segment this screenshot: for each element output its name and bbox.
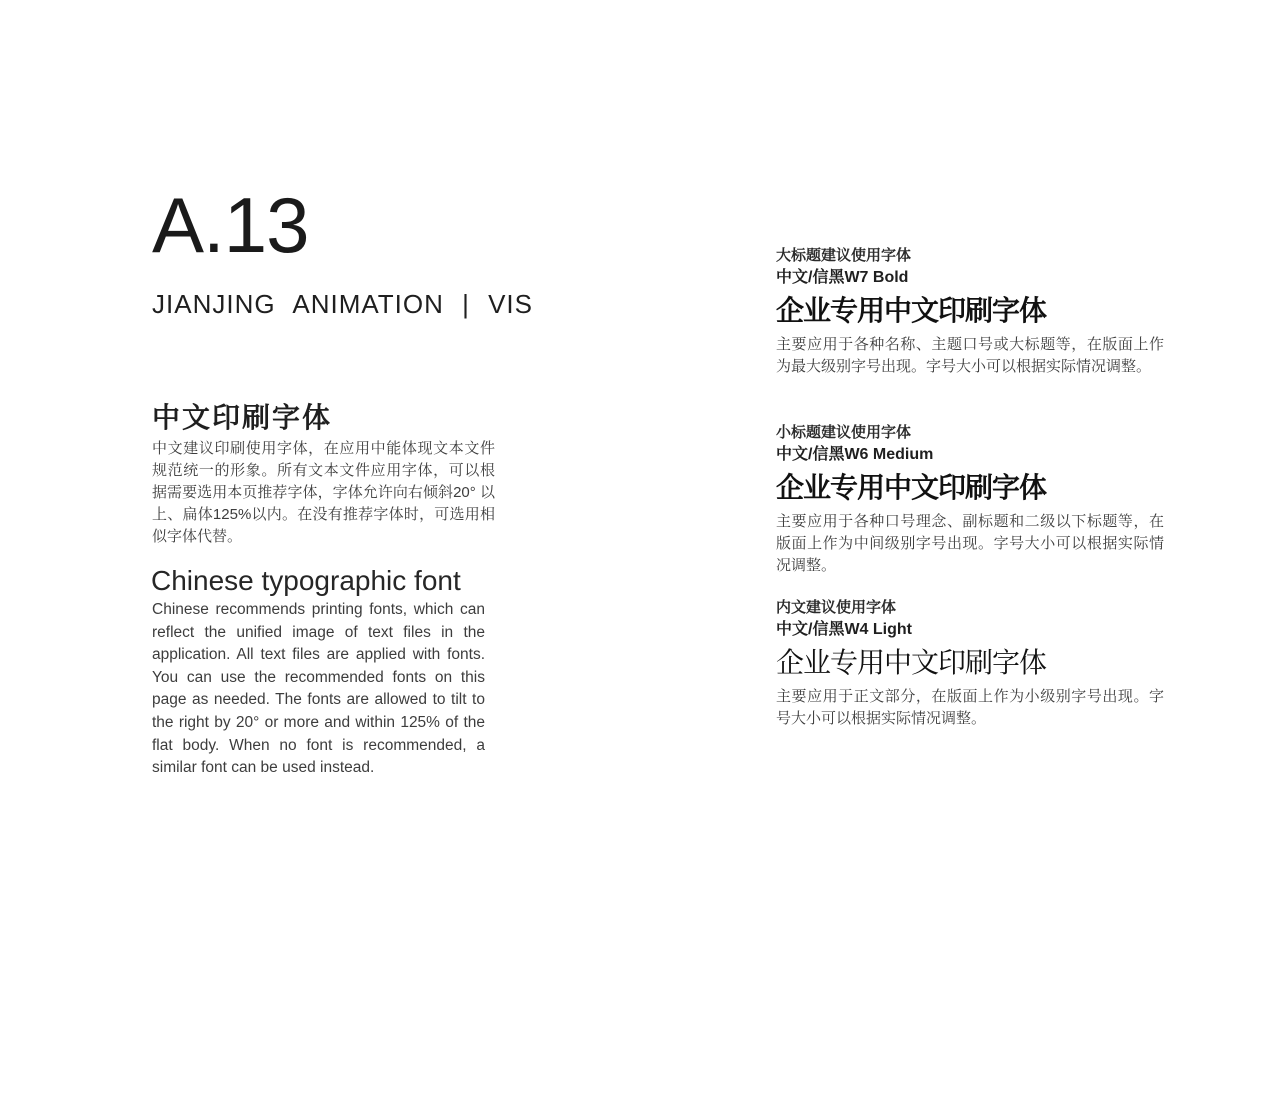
spec-description: 主要应用于各种名称、主题口号或大标题等，在版面上作为最大级别字号出现。字号大小可以根据实际情况调整。 bbox=[776, 336, 1164, 375]
spec-sample-text: 企业专用中文印刷字体 bbox=[776, 295, 1047, 326]
spec-usage-label: 小标题建议使用字体 bbox=[776, 424, 912, 441]
page-subtitle: JIANJING ANIMATION | VIS bbox=[152, 289, 533, 319]
spec-usage-label: 内文建议使用字体 bbox=[776, 599, 897, 616]
chinese-section-paragraph: 中文建议印刷使用字体，在应用中能体现文本文件规范统一的形象。所有文本文件应用字体，可以根据需要选用本页推荐字体，字体允许向右倾斜20° 以上、扁体125%以内。在没有推荐字体时，可选用相似字体代替。 bbox=[152, 440, 495, 545]
spec-font-name: 中文/信黑W6 Medium bbox=[776, 446, 934, 463]
spec-font-name: 中文/信黑W4 Light bbox=[776, 621, 912, 638]
font-spec-section-headline bbox=[776, 245, 1164, 378]
spec-sample-text: 企业专用中文印刷字体 bbox=[776, 647, 1047, 678]
spec-font-name: 中文/信黑W7 Bold bbox=[776, 269, 909, 286]
font-spec-section-subhead bbox=[776, 422, 1164, 576]
spec-usage-label: 大标题建议使用字体 bbox=[776, 247, 912, 264]
spec-description: 主要应用于正文部分，在版面上作为小级别字号出现。字号大小可以根据实际情况调整。 bbox=[776, 688, 1164, 727]
spec-description: 主要应用于各种口号理念、副标题和二级以下标题等，在版面上作为中间级别字号出现。字号大小可以根据实际情况调整。 bbox=[776, 513, 1164, 574]
english-section-paragraph: Chinese recommends printing fonts, which can reflect the unified image of text files in the application. All text files are applied with fonts. You can use the recommended fonts on this page as needed. The fonts are allowed to tilt to the right by 20° or more and within 125% of the flat body. When no font is recommended, a similar font can be used instead. bbox=[152, 601, 485, 777]
page-code: A.13 bbox=[152, 181, 309, 269]
spec-sample-text: 企业专用中文印刷字体 bbox=[776, 472, 1047, 503]
chinese-section-heading: 中文印刷字体 bbox=[152, 402, 333, 433]
font-spec-section-body bbox=[776, 597, 1164, 730]
english-section-heading: Chinese typographic font bbox=[151, 565, 461, 596]
